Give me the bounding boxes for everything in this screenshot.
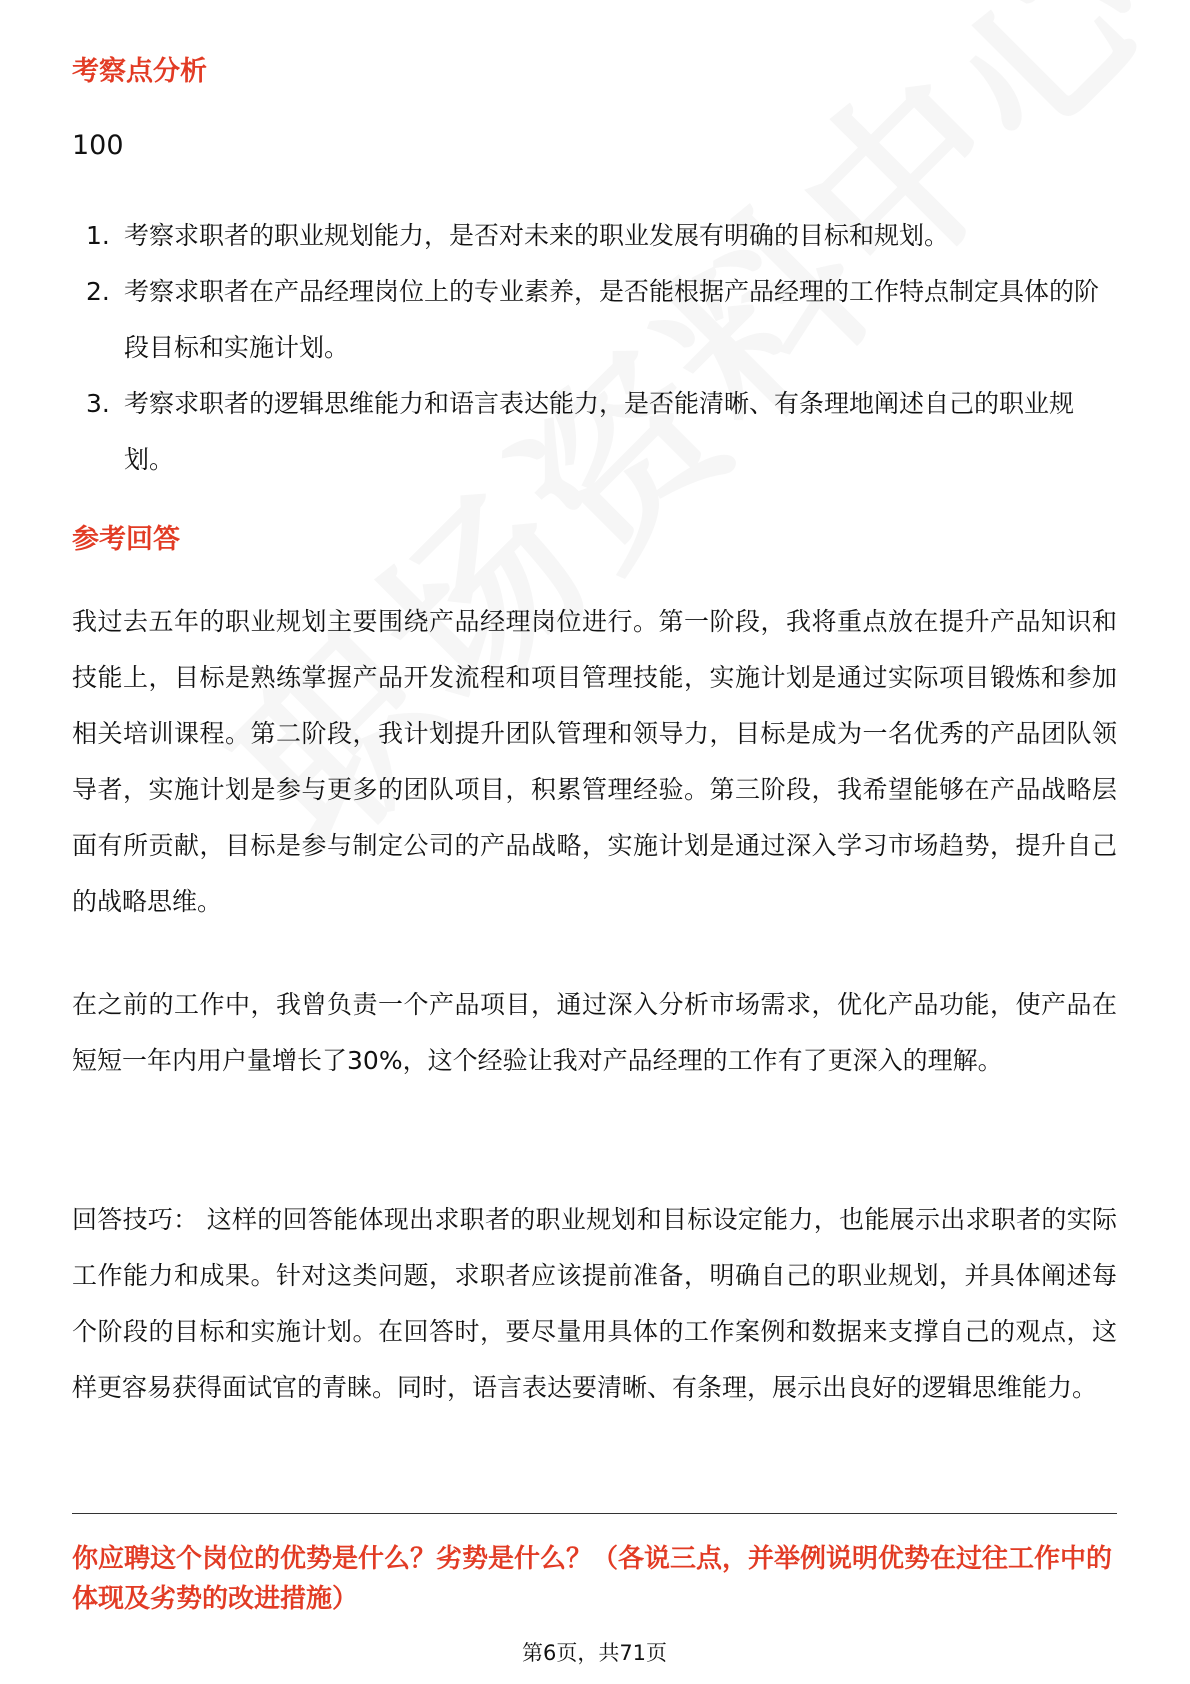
list-item-number: 3. — [86, 389, 110, 418]
list-item-number: 1. — [86, 221, 110, 250]
list-item — [72, 376, 1117, 488]
list-item-text: 考察求职者的职业规划能力，是否对未来的职业发展有明确的目标和规划。 — [124, 221, 950, 250]
section-title-answer: 参考回答 — [72, 524, 180, 555]
analysis-points-list — [72, 208, 1117, 488]
next-question-title: 你应聘这个岗位的优势是什么？劣势是什么？（各说三点，并举例说明优势在过往工作中的体现及劣势的改进措施） — [72, 1544, 1113, 1614]
list-item-text: 考察求职者的逻辑思维能力和语言表达能力，是否能清晰、有条理地阐述自己的职业规划。 — [124, 389, 1075, 474]
answer-paragraph: 在之前的工作中，我曾负责一个产品项目，通过深入分析市场需求，优化产品功能，使产品在短短一年内用户量增长了30%，这个经验让我对产品经理的工作有了更深入的理解。 — [72, 990, 1117, 1075]
list-item — [72, 208, 1117, 264]
list-item-number: 2. — [86, 277, 110, 306]
page-footer: 第6页，共71页 — [521, 1641, 668, 1665]
list-item-text: 考察求职者在产品经理岗位上的专业素养，是否能根据产品经理的工作特点制定具体的阶段目标和实施计划。 — [124, 277, 1100, 362]
score-value: 100 — [72, 130, 124, 161]
divider — [72, 1513, 1117, 1514]
list-item — [72, 264, 1117, 376]
answer-tips-paragraph: 回答技巧： 这样的回答能体现出求职者的职业规划和目标设定能力，也能展示出求职者的实际工作能力和成果。针对这类问题，求职者应该提前准备，明确自己的职业规划，并具体阐述每个阶段的目标和实施计划。在回答时，要尽量用具体的工作案例和数据来支撑自己的观点，这样更容易获得面试官的青睐。同时，语言表达要清晰、有条理，展示出良好的逻辑思维能力。 — [72, 1205, 1117, 1402]
answer-paragraph: 我过去五年的职业规划主要围绕产品经理岗位进行。第一阶段，我将重点放在提升产品知识和技能上，目标是熟练掌握产品开发流程和项目管理技能，实施计划是通过实际项目锻炼和参加相关培训课程。第二阶段，我计划提升团队管理和领导力，目标是成为一名优秀的产品团队领导者，实施计划是参与更多的团队项目，积累管理经验。第三阶段，我希望能够在产品战略层面有所贡献，目标是参与制定公司的产品战略，实施计划是通过深入学习市场趋势，提升自己的战略思维。 — [72, 607, 1117, 916]
section-title-analysis: 考察点分析 — [72, 56, 207, 87]
